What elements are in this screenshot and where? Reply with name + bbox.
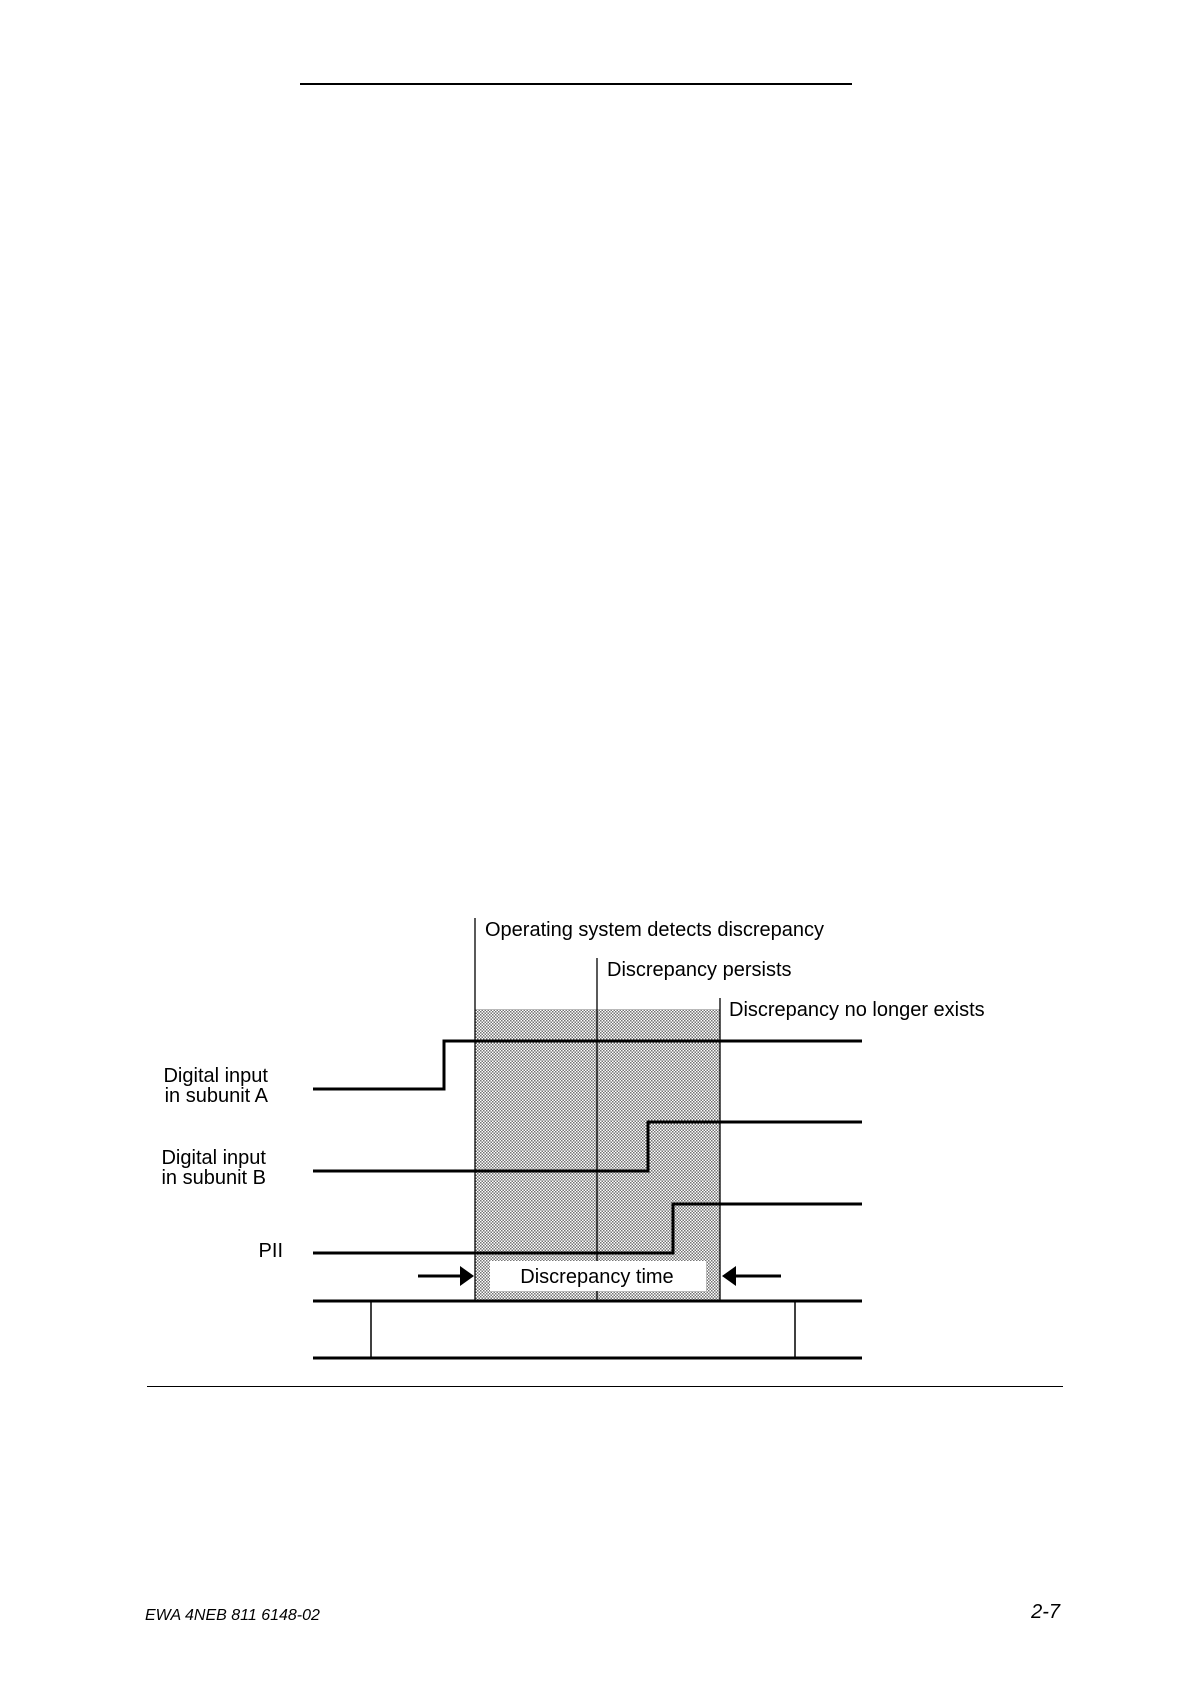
right-arrow-head bbox=[722, 1266, 736, 1286]
signal-a-label-line2: in subunit A bbox=[164, 1085, 268, 1107]
left-arrow-head bbox=[460, 1266, 474, 1286]
signal-a-label-line1: Digital input bbox=[163, 1065, 268, 1087]
persists-label: Discrepancy persists bbox=[607, 959, 792, 981]
signal-b-label-line2: in subunit B bbox=[161, 1167, 266, 1189]
discrepancy-time-label: Discrepancy time bbox=[520, 1266, 674, 1288]
detect-label: Operating system detects discrepancy bbox=[485, 919, 825, 941]
document-code: EWA 4NEB 811 6148-02 bbox=[145, 1607, 320, 1624]
no-longer-label: Discrepancy no longer exists bbox=[729, 999, 985, 1021]
footer-rule bbox=[147, 1386, 1063, 1387]
signal-b-label-line1: Digital input bbox=[161, 1147, 266, 1169]
page-number: 2-7 bbox=[1031, 1601, 1060, 1623]
pii-label: PII bbox=[258, 1240, 283, 1262]
